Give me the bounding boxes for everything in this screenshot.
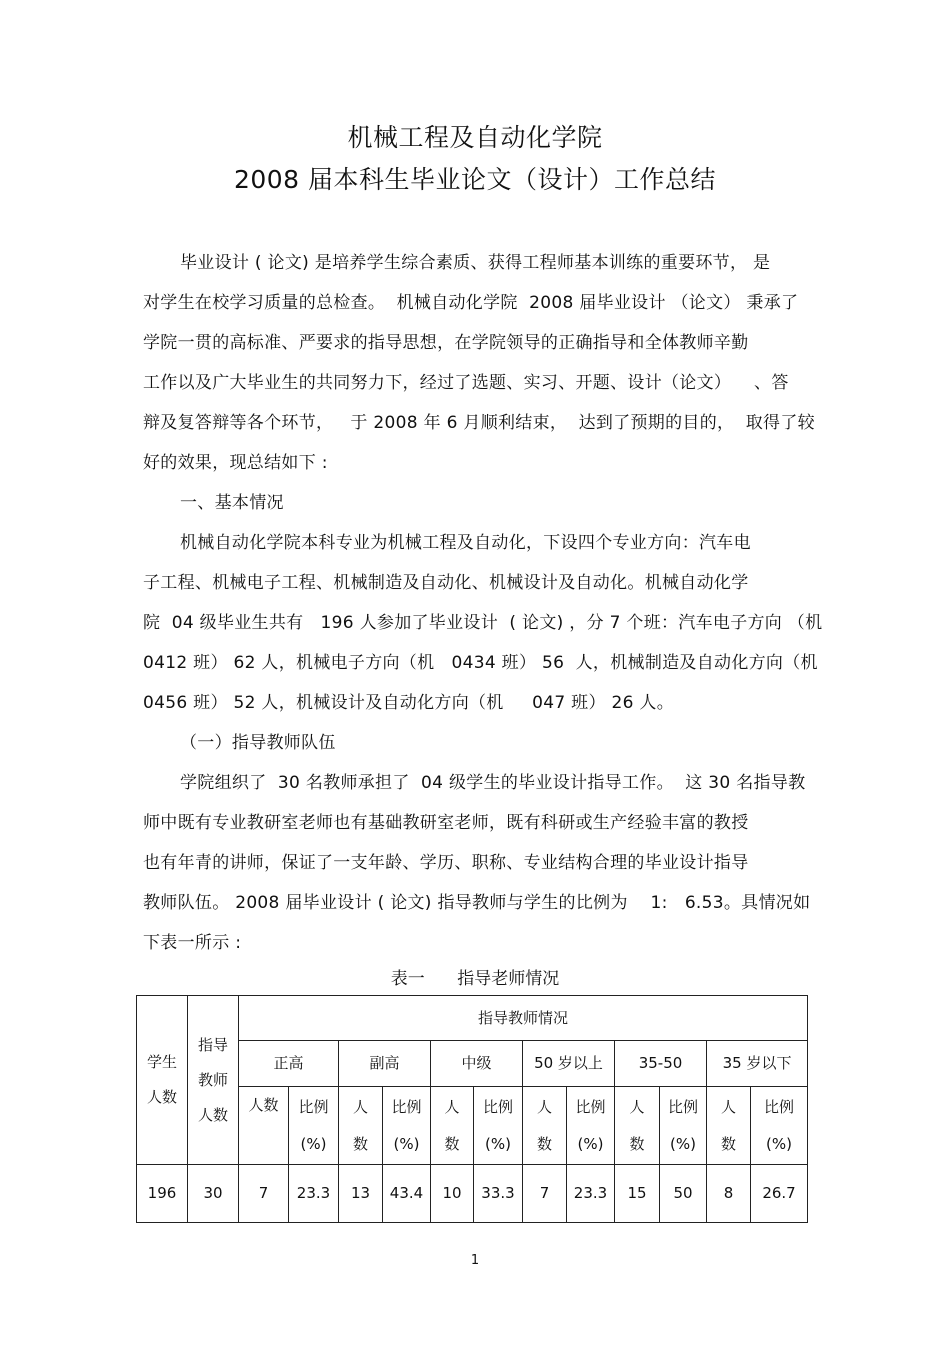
sub-ratio: 比例 (%) — [660, 1087, 707, 1165]
table-caption: 表一 指导老师情况 — [390, 969, 560, 989]
header-age-under35: 35 岁以下 — [707, 1041, 808, 1087]
header-age-over50: 50 岁以上 — [523, 1041, 615, 1087]
paragraph-line: 也有年青的讲师，保证了一支年龄、学历、职称、专业结构合理的毕业设计指导 — [143, 853, 749, 873]
paragraph-line: 下表一所示 : — [143, 933, 242, 953]
paragraph-line: 教师队伍。 2008 届毕业设计 ( 论文) 指导教师与学生的比例为 1: 6.53。具情况如 — [143, 893, 811, 913]
sub-ratio: 比例 (%) — [383, 1087, 431, 1165]
sub-ratio: 比例 (%) — [289, 1087, 339, 1165]
paragraph-line: 0456 班） 52 人，机械设计及自动化方向（机 047 班） 26 人。 — [143, 693, 675, 713]
cell: 26.7 — [751, 1165, 808, 1223]
sub-ratio: 比例 (%) — [751, 1087, 808, 1165]
cell: 7 — [239, 1165, 289, 1223]
sub-count: 人 数 — [431, 1087, 474, 1165]
sub-ratio: 比例 (%) — [567, 1087, 615, 1165]
section-heading: 一、基本情况 — [180, 493, 284, 513]
cell: 7 — [523, 1165, 567, 1223]
paragraph-line: 师中既有专业教研室老师也有基础教研室老师，既有科研或生产经验丰富的教授 — [143, 813, 749, 833]
paragraph-line: 辩及复答辩等各个环节， 于 2008 年 6 月顺利结束， 达到了预期的目的， 取得了较 — [143, 413, 815, 433]
paragraph-line: 学院一贯的高标准、严要求的指导思想，在学院领导的正确指导和全体教师辛勤 — [143, 333, 749, 353]
doc-title-line1: 机械工程及自动化学院 — [347, 123, 603, 152]
cell: 43.4 — [383, 1165, 431, 1223]
cell: 13 — [339, 1165, 383, 1223]
header-zhenggao: 正高 — [239, 1041, 339, 1087]
header-fugao: 副高 — [339, 1041, 431, 1087]
sub-count: 人 数 — [615, 1087, 660, 1165]
cell: 23.3 — [289, 1165, 339, 1223]
header-group: 指导教师情况 — [239, 996, 808, 1041]
paragraph-line: 子工程、机械电子工程、机械制造及自动化、机械设计及自动化。机械自动化学 — [143, 573, 749, 593]
sub-count: 人 数 — [339, 1087, 383, 1165]
paragraph-line: 对学生在校学习质量的总检查。 机械自动化学院 2008 届毕业设计 （论文） 秉承了 — [143, 293, 799, 313]
sub-count: 人 数 — [707, 1087, 751, 1165]
header-teachers: 指导 教师 人数 — [188, 996, 239, 1165]
paragraph-line: 机械自动化学院本科专业为机械工程及自动化，下设四个专业方向：汽车电 — [180, 533, 751, 553]
doc-title-line2: 2008 届本科生毕业论文（设计）工作总结 — [233, 165, 717, 194]
header-students: 学生 人数 — [137, 996, 188, 1165]
page-number: 1 — [470, 1253, 480, 1268]
paragraph-line: 毕业设计 ( 论文) 是培养学生综合素质、获得工程师基本训练的重要环节， 是 — [180, 253, 771, 273]
subsection-heading: （一）指导教师队伍 — [180, 733, 336, 753]
cell: 8 — [707, 1165, 751, 1223]
paragraph-line: 院 04 级毕业生共有 196 人参加了毕业设计 ( 论文) ，分 7 个班：汽车电子方向 （机 — [143, 613, 823, 633]
paragraph-line: 学院组织了 30 名教师承担了 04 级学生的毕业设计指导工作。 这 30 名指导教 — [180, 773, 806, 793]
header-age-35-50: 35-50 — [615, 1041, 707, 1087]
cell: 10 — [431, 1165, 474, 1223]
cell: 33.3 — [474, 1165, 523, 1223]
cell: 30 — [188, 1165, 239, 1223]
sub-count: 人 数 — [523, 1087, 567, 1165]
teacher-table — [136, 995, 808, 1223]
cell: 196 — [137, 1165, 188, 1223]
cell: 50 — [660, 1165, 707, 1223]
paragraph-line: 工作以及广大毕业生的共同努力下，经过了选题、实习、开题、设计（论文） 、答 — [143, 373, 789, 393]
paragraph-line: 好的效果，现总结如下 : — [143, 453, 328, 473]
table-row — [137, 1165, 808, 1223]
header-zhongji: 中级 — [431, 1041, 523, 1087]
paragraph-line: 0412 班） 62 人，机械电子方向（机 0434 班） 56 人，机械制造及自动化方向（机 — [143, 653, 818, 673]
sub-ratio: 比例 (%) — [474, 1087, 523, 1165]
cell: 23.3 — [567, 1165, 615, 1223]
cell: 15 — [615, 1165, 660, 1223]
sub-count: 人数 — [239, 1087, 289, 1165]
